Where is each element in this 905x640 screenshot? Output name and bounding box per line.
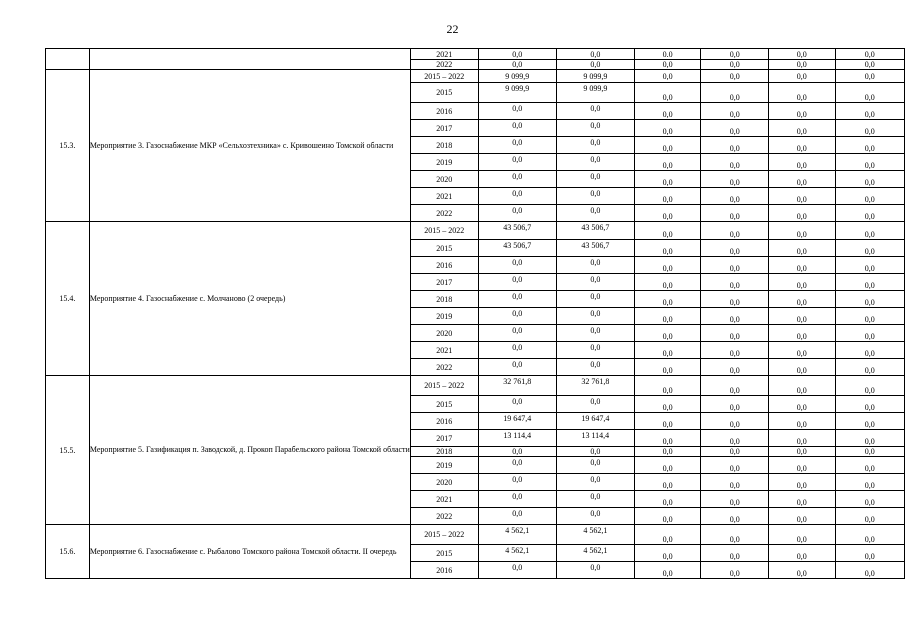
value-cell <box>478 274 556 291</box>
value-cell <box>478 491 556 508</box>
value-cell: 0,0 <box>634 222 701 240</box>
value-cell: 0,0 <box>768 70 835 83</box>
value-cell: 0,0 <box>701 447 769 457</box>
value-cell: 0,0 <box>701 49 769 60</box>
row-number: 15.5. <box>46 376 90 525</box>
value-cell <box>556 545 634 562</box>
value-text: 4 562,1 <box>505 526 530 535</box>
value-cell <box>556 474 634 491</box>
year-cell: 2021 <box>410 188 478 205</box>
value-cell: 9 099,9 <box>556 70 634 83</box>
value-cell: 0,0 <box>634 325 701 342</box>
value-cell: 0,0 <box>768 545 835 562</box>
value-cell: 0,0 <box>768 171 835 188</box>
value-cell: 0,0 <box>701 508 769 525</box>
year-cell: 2017 <box>410 120 478 137</box>
value-cell <box>478 291 556 308</box>
value-cell <box>478 308 556 325</box>
value-cell: 0,0 <box>768 103 835 120</box>
year-cell: 2015 – 2022 <box>410 376 478 396</box>
value-cell <box>478 257 556 274</box>
value-text: 43 506,7 <box>503 241 532 250</box>
value-text: 0,0 <box>512 275 523 284</box>
value-cell: 0,0 <box>634 103 701 120</box>
year-cell: 2021 <box>410 342 478 359</box>
value-cell: 0,0 <box>634 430 701 447</box>
value-text: 43 506,7 <box>503 223 532 232</box>
value-cell: 0,0 <box>701 137 769 154</box>
value-text: 0,0 <box>512 343 523 352</box>
page-number: 22 <box>446 22 459 36</box>
year-cell: 2020 <box>410 325 478 342</box>
value-cell: 0,0 <box>701 525 769 545</box>
value-text: 32 761,8 <box>503 377 532 386</box>
value-cell: 0,0 <box>701 154 769 171</box>
value-text: 0,0 <box>590 206 601 215</box>
value-cell: 0,0 <box>701 396 769 413</box>
value-cell: 0,0 <box>835 457 904 474</box>
value-text: 0,0 <box>590 104 601 113</box>
value-cell: 0,0 <box>768 491 835 508</box>
value-cell: 0,0 <box>701 70 769 83</box>
year-cell: 2016 <box>410 257 478 274</box>
value-text: 0,0 <box>512 458 523 467</box>
value-cell: 0,0 <box>701 474 769 491</box>
value-cell: 0,0 <box>768 325 835 342</box>
value-cell: 0,0 <box>701 359 769 376</box>
year-cell: 2018 <box>410 291 478 308</box>
year-cell: 2016 <box>410 562 478 579</box>
value-cell: 0,0 <box>835 474 904 491</box>
value-text: 32 761,8 <box>581 377 610 386</box>
value-cell <box>556 308 634 325</box>
value-text: 4 562,1 <box>505 546 530 555</box>
value-cell: 0,0 <box>478 447 556 457</box>
value-cell: 0,0 <box>768 154 835 171</box>
value-cell <box>556 274 634 291</box>
value-cell: 0,0 <box>701 291 769 308</box>
value-cell: 0,0 <box>835 240 904 257</box>
value-cell: 0,0 <box>768 49 835 60</box>
year-cell: 2016 <box>410 413 478 430</box>
value-cell <box>478 376 556 396</box>
value-text: 0,0 <box>512 397 523 406</box>
measure-name: Мероприятие 5. Газификация п. Заводской, д. Прокоп Парабельского района Томской области <box>89 376 410 525</box>
value-cell: 0,0 <box>835 49 904 60</box>
value-cell: 0,0 <box>835 188 904 205</box>
table-row <box>46 222 905 240</box>
value-cell <box>478 342 556 359</box>
value-cell <box>478 525 556 545</box>
value-cell <box>478 359 556 376</box>
value-text: 0,0 <box>512 492 523 501</box>
value-cell: 0,0 <box>768 457 835 474</box>
value-cell: 0,0 <box>835 137 904 154</box>
value-cell: 0,0 <box>835 205 904 222</box>
year-cell: 2015 <box>410 396 478 413</box>
value-cell <box>556 257 634 274</box>
value-cell: 0,0 <box>634 60 701 70</box>
value-cell: 0,0 <box>634 274 701 291</box>
value-cell <box>478 120 556 137</box>
value-cell: 0,0 <box>835 83 904 103</box>
value-cell: 0,0 <box>768 137 835 154</box>
value-text: 0,0 <box>512 326 523 335</box>
year-cell: 2022 <box>410 359 478 376</box>
value-cell: 0,0 <box>835 103 904 120</box>
value-cell: 9 099,9 <box>478 70 556 83</box>
value-text: 0,0 <box>590 509 601 518</box>
value-text: 0,0 <box>590 172 601 181</box>
value-cell <box>478 188 556 205</box>
value-text: 0,0 <box>512 258 523 267</box>
value-cell <box>556 376 634 396</box>
year-cell: 2018 <box>410 447 478 457</box>
value-cell: 0,0 <box>634 70 701 83</box>
value-cell: 0,0 <box>701 222 769 240</box>
value-cell: 0,0 <box>835 359 904 376</box>
value-cell <box>556 491 634 508</box>
value-text: 0,0 <box>590 292 601 301</box>
value-text: 0,0 <box>590 397 601 406</box>
value-cell <box>556 413 634 430</box>
value-cell <box>478 325 556 342</box>
value-text: 0,0 <box>590 360 601 369</box>
value-cell: 0,0 <box>634 447 701 457</box>
value-cell: 0,0 <box>478 60 556 70</box>
value-cell: 0,0 <box>701 205 769 222</box>
value-cell: 0,0 <box>835 491 904 508</box>
value-cell: 0,0 <box>835 222 904 240</box>
table-row <box>46 525 905 545</box>
value-cell <box>478 430 556 447</box>
value-cell <box>556 525 634 545</box>
value-cell: 0,0 <box>634 291 701 308</box>
value-cell: 0,0 <box>634 171 701 188</box>
value-text: 4 562,1 <box>583 546 608 555</box>
value-cell: 0,0 <box>768 376 835 396</box>
value-cell: 0,0 <box>634 525 701 545</box>
year-cell: 2021 <box>410 491 478 508</box>
value-cell <box>556 171 634 188</box>
value-cell: 0,0 <box>835 308 904 325</box>
value-cell: 0,0 <box>835 525 904 545</box>
year-cell: 2015 – 2022 <box>410 70 478 83</box>
value-cell: 0,0 <box>634 491 701 508</box>
value-text: 0,0 <box>512 121 523 130</box>
value-cell: 0,0 <box>701 308 769 325</box>
value-cell: 0,0 <box>835 60 904 70</box>
value-text: 4 562,1 <box>583 526 608 535</box>
value-cell: 0,0 <box>768 430 835 447</box>
value-cell: 0,0 <box>634 359 701 376</box>
value-cell <box>556 205 634 222</box>
value-cell: 0,0 <box>768 291 835 308</box>
value-cell: 0,0 <box>701 413 769 430</box>
value-cell <box>556 430 634 447</box>
value-text: 0,0 <box>590 326 601 335</box>
value-cell <box>478 562 556 579</box>
value-cell: 0,0 <box>701 60 769 70</box>
value-cell: 0,0 <box>701 342 769 359</box>
value-text: 43 506,7 <box>581 223 610 232</box>
value-cell: 0,0 <box>556 49 634 60</box>
value-cell: 0,0 <box>701 83 769 103</box>
value-cell: 0,0 <box>701 257 769 274</box>
value-text: 0,0 <box>512 189 523 198</box>
value-cell: 0,0 <box>634 562 701 579</box>
year-cell: 2020 <box>410 171 478 188</box>
value-text: 0,0 <box>512 309 523 318</box>
value-cell: 0,0 <box>701 325 769 342</box>
value-cell: 0,0 <box>634 457 701 474</box>
value-cell <box>478 154 556 171</box>
value-cell: 0,0 <box>835 291 904 308</box>
year-cell: 2022 <box>410 60 478 70</box>
measure-name: Мероприятие 3. Газоснабжение МКР «Сельхозтехника» с. Кривошеино Томской области <box>89 70 410 222</box>
value-cell: 0,0 <box>556 60 634 70</box>
value-cell <box>556 188 634 205</box>
value-text: 0,0 <box>512 138 523 147</box>
year-cell: 2015 <box>410 83 478 103</box>
value-cell: 0,0 <box>835 562 904 579</box>
value-cell <box>478 137 556 154</box>
value-cell <box>556 240 634 257</box>
row-number: 15.4. <box>46 222 90 376</box>
value-text: 0,0 <box>512 172 523 181</box>
value-cell: 0,0 <box>634 508 701 525</box>
value-cell <box>556 396 634 413</box>
value-text: 43 506,7 <box>581 241 610 250</box>
value-cell: 0,0 <box>835 171 904 188</box>
year-cell: 2015 – 2022 <box>410 222 478 240</box>
value-text: 0,0 <box>512 104 523 113</box>
value-cell <box>478 413 556 430</box>
value-text: 0,0 <box>590 258 601 267</box>
value-text: 0,0 <box>590 475 601 484</box>
value-cell <box>556 562 634 579</box>
year-cell: 2021 <box>410 49 478 60</box>
year-cell: 2020 <box>410 474 478 491</box>
value-cell: 0,0 <box>835 508 904 525</box>
value-cell: 0,0 <box>701 120 769 137</box>
value-text: 0,0 <box>512 155 523 164</box>
value-cell: 0,0 <box>634 413 701 430</box>
value-cell: 0,0 <box>768 205 835 222</box>
value-cell: 0,0 <box>768 396 835 413</box>
year-cell: 2022 <box>410 508 478 525</box>
value-cell: 0,0 <box>634 120 701 137</box>
value-text: 0,0 <box>590 458 601 467</box>
value-cell: 0,0 <box>768 274 835 291</box>
value-cell <box>478 205 556 222</box>
value-cell: 0,0 <box>768 257 835 274</box>
value-text: 0,0 <box>512 509 523 518</box>
value-cell: 0,0 <box>701 376 769 396</box>
value-text: 0,0 <box>590 309 601 318</box>
value-cell: 0,0 <box>768 508 835 525</box>
value-cell: 0,0 <box>835 376 904 396</box>
value-cell: 0,0 <box>701 430 769 447</box>
measure-name: Мероприятие 6. Газоснабжение с. Рыбалово Томского района Томской области. II очередь <box>89 525 410 579</box>
value-cell <box>556 154 634 171</box>
year-cell: 2018 <box>410 137 478 154</box>
value-cell: 0,0 <box>768 308 835 325</box>
measure-name: Мероприятие 4. Газоснабжение с. Молчаново (2 очередь) <box>89 222 410 376</box>
value-text: 13 114,4 <box>581 431 610 440</box>
year-cell: 2019 <box>410 154 478 171</box>
value-cell: 0,0 <box>701 491 769 508</box>
value-cell: 0,0 <box>835 545 904 562</box>
value-cell <box>556 120 634 137</box>
value-cell <box>556 83 634 103</box>
value-cell: 0,0 <box>556 447 634 457</box>
value-cell: 0,0 <box>768 222 835 240</box>
value-cell: 0,0 <box>701 103 769 120</box>
value-cell <box>478 103 556 120</box>
value-cell <box>556 103 634 120</box>
value-cell: 0,0 <box>835 274 904 291</box>
value-text: 0,0 <box>512 206 523 215</box>
value-cell: 0,0 <box>835 430 904 447</box>
value-cell: 0,0 <box>634 545 701 562</box>
value-text: 0,0 <box>590 121 601 130</box>
value-cell <box>556 137 634 154</box>
value-cell: 0,0 <box>768 562 835 579</box>
value-cell: 0,0 <box>634 83 701 103</box>
value-cell: 0,0 <box>768 240 835 257</box>
value-cell: 0,0 <box>478 49 556 60</box>
value-text: 0,0 <box>590 275 601 284</box>
year-cell: 2015 <box>410 545 478 562</box>
value-cell: 0,0 <box>768 188 835 205</box>
value-cell: 0,0 <box>835 154 904 171</box>
value-cell: 0,0 <box>768 359 835 376</box>
value-cell: 0,0 <box>634 257 701 274</box>
value-cell: 0,0 <box>634 154 701 171</box>
value-cell: 0,0 <box>634 240 701 257</box>
table-row <box>46 376 905 396</box>
value-text: 9 099,9 <box>583 84 608 93</box>
value-cell <box>556 342 634 359</box>
value-cell: 0,0 <box>835 325 904 342</box>
value-cell: 0,0 <box>701 274 769 291</box>
value-text: 13 114,4 <box>503 431 532 440</box>
value-cell <box>556 291 634 308</box>
value-text: 19 647,4 <box>503 414 532 423</box>
value-cell: 0,0 <box>768 83 835 103</box>
value-cell: 0,0 <box>768 525 835 545</box>
year-cell: 2016 <box>410 103 478 120</box>
value-cell: 0,0 <box>768 60 835 70</box>
value-cell: 0,0 <box>701 171 769 188</box>
value-cell: 0,0 <box>835 396 904 413</box>
value-cell <box>478 171 556 188</box>
value-cell: 0,0 <box>634 308 701 325</box>
year-cell: 2019 <box>410 308 478 325</box>
value-text: 0,0 <box>590 155 601 164</box>
value-cell: 0,0 <box>634 376 701 396</box>
value-cell: 0,0 <box>835 70 904 83</box>
value-cell: 0,0 <box>701 188 769 205</box>
budget-table <box>45 48 905 579</box>
value-text: 0,0 <box>590 138 601 147</box>
row-number: 15.6. <box>46 525 90 579</box>
row-number: 15.3. <box>46 70 90 222</box>
value-cell <box>556 359 634 376</box>
value-text: 0,0 <box>590 563 601 572</box>
table-row <box>46 49 905 60</box>
value-cell: 0,0 <box>701 240 769 257</box>
value-text: 0,0 <box>512 563 523 572</box>
value-cell <box>478 508 556 525</box>
value-cell <box>478 545 556 562</box>
value-cell: 0,0 <box>768 474 835 491</box>
value-cell: 0,0 <box>634 342 701 359</box>
value-cell <box>478 474 556 491</box>
year-cell: 2015 – 2022 <box>410 525 478 545</box>
value-cell: 0,0 <box>835 413 904 430</box>
value-text: 9 099,9 <box>505 84 530 93</box>
year-cell: 2019 <box>410 457 478 474</box>
value-cell <box>556 457 634 474</box>
value-cell <box>556 222 634 240</box>
value-cell: 0,0 <box>768 447 835 457</box>
value-cell <box>556 508 634 525</box>
value-text: 19 647,4 <box>581 414 610 423</box>
year-cell: 2017 <box>410 430 478 447</box>
value-cell: 0,0 <box>701 545 769 562</box>
value-cell: 0,0 <box>634 188 701 205</box>
value-cell: 0,0 <box>701 562 769 579</box>
value-cell <box>478 222 556 240</box>
value-cell: 0,0 <box>634 474 701 491</box>
value-text: 0,0 <box>590 492 601 501</box>
value-cell <box>556 325 634 342</box>
table-row <box>46 70 905 83</box>
value-cell <box>478 457 556 474</box>
value-cell: 0,0 <box>835 447 904 457</box>
year-cell: 2022 <box>410 205 478 222</box>
value-text: 0,0 <box>512 292 523 301</box>
value-cell: 0,0 <box>768 120 835 137</box>
value-cell: 0,0 <box>835 120 904 137</box>
value-cell: 0,0 <box>634 137 701 154</box>
row-number <box>46 49 90 70</box>
value-cell: 0,0 <box>634 396 701 413</box>
value-cell <box>478 396 556 413</box>
value-cell: 0,0 <box>835 342 904 359</box>
value-cell: 0,0 <box>768 413 835 430</box>
value-text: 0,0 <box>512 360 523 369</box>
value-cell <box>478 240 556 257</box>
value-cell: 0,0 <box>768 342 835 359</box>
value-cell: 0.0 <box>634 49 701 60</box>
value-text: 0,0 <box>512 475 523 484</box>
value-cell: 0,0 <box>835 257 904 274</box>
value-text: 0,0 <box>590 343 601 352</box>
value-text: 0,0 <box>590 189 601 198</box>
value-cell: 0,0 <box>701 457 769 474</box>
year-cell: 2017 <box>410 274 478 291</box>
value-cell: 0,0 <box>634 205 701 222</box>
value-cell <box>478 83 556 103</box>
year-cell: 2015 <box>410 240 478 257</box>
measure-name <box>89 49 410 70</box>
